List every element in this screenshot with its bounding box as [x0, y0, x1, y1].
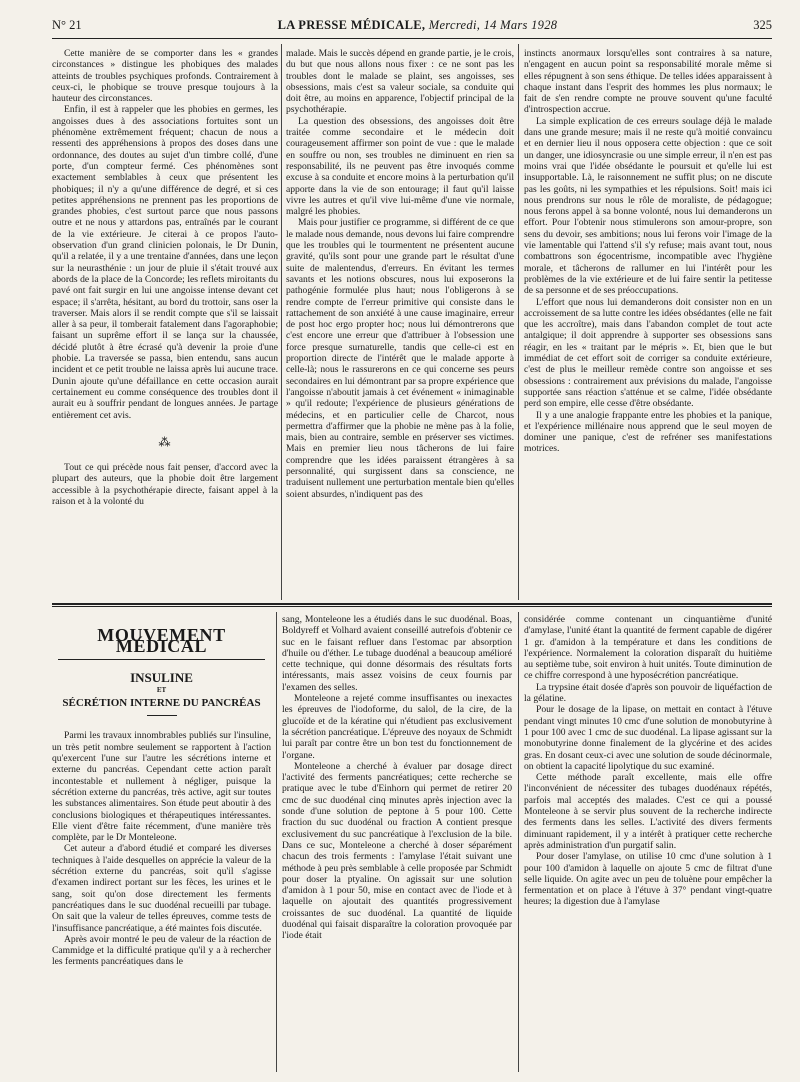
paragraph: Cette méthode paraît excellente, mais elle offre l'inconvénient de nécessiter des tubages duodénaux répétés, parfois mal acceptés des malades. C'est ce qui a poussé Monteleone à se servir plus souvent de la recherche indirecte des ferments dans les selles. L'activité des divers ferments diminuant rapidement, il y a intérêt à pratiquer cette recherche après administration d'un purgatif salin. [524, 772, 772, 851]
journal-title [278, 18, 558, 33]
paragraph: Enfin, il est à rappeler que les phobies en germes, les angoisses dues à des associations fortuites sont un phénomène extrêmement fréquent; chacun de nous a ressenti des appréhensions à propos des doses dans une ordonnance, des doutes au sujet d'un timbre collé, d'une porte, d'un compteur fermé. Ces phénomènes sont exactement semblables à ceux que présentent les phobiques; il n'y a qu'une différence de degré, et si ces petites appréhensions ne prennent pas les proportions de grandes phobies, c'est surtout parce que nous passons outre et ne nous y attardons pas, entraînés par le courant de la vie extérieure. Je citerai à ce propos l'auto-observation d'un grand clinicien polonais, le Dr Dunin, qu'il a relatée, il y a une trentaine d'années, dans une leçon sur la neurasthénie : un jour de pluie il s'était trouvé aux abords de la place de la Concorde; les reflets miroitants du pavé ont fait surgir en lui une angoisse intense devant cet espace; il s'arrêta, hésitant, au bord du trottoir, sans oser la traverser. Mais alors il se rendit compte que s'il se laissait aller à sa peur, il tomberait fatalement dans l'agoraphobie; faisant un suprême effort il se lança sur la chaussée, décidé plutôt à être écrasé qu'à devenir la proie d'une phobie. La traversée se passa, bien entendu, sans aucun incident et ce petit trouble ne laissa après lui aucune trace. Dunin ajoute qu'une défaillance en cette occasion aurait certainement eu comme conséquence des troubles dont il aurait eu à souffrir pendant de longues années. Je partage entièrement cet avis. [52, 104, 278, 421]
title-rule [58, 659, 265, 660]
paragraph: malade. Mais le succès dépend en grande partie, je le crois, du but que nous allons nous fixer : ce ne sont pas les troubles dont le malade se plaint, ses angoisses, ses obsessions, mais c'est sa valeur sociale, sa conduite qui doit être, au moins en apparence, l'objectif principal de la psychothérapie. [286, 48, 514, 116]
bottom-column-2 [282, 614, 512, 1076]
paragraph: Après avoir montré le peu de valeur de la réaction de Cammidge et la difficulté pratique qu'il y a à rechercher les ferments pancréatiques dans le [52, 933, 271, 968]
paragraph: Pour doser l'amylase, on utilise 10 cmc d'une solution à 1 pour 100 d'amidon à laquelle on ajoute 5 cmc de filtrat d'une selle liquide. On agite avec un peu de toluène pour empêcher la fermentation et on place à l'étuve à 37° pendant vingt-quatre heures; la digestion due à l'amylase [524, 851, 772, 908]
paragraph: La question des obsessions, des angoisses doit être traitée comme secondaire et le médecin doit courageusement affirmer son point de vue : que le malade en souffre ou non, ses troubles ne diminuent en rien sa responsabilité, ils ne peuvent pas être invoqués comme excuse à sa conduite et encore moins à la perturbation qu'il apporte dans la vie de son entourage; il faut qu'il laisse vivre les autres et qu'il vive lui-même d'une vie normale, malgré les phobies. [286, 115, 514, 218]
paragraph: La trypsine était dosée d'après son pouvoir de liquéfaction de la gélatine. [524, 681, 772, 705]
paragraph: sang, Monteleone les a étudiés dans le suc duodénal. Boas, Boldyreff et Volhard avaient conseillé autrefois d'obtenir ce suc en le faisant refluer dans l'estomac par absorption d'huile ou d'éther. Le tubage duodénal a beaucoup amélioré cette technique, qui donne désormais des résultats forts intéressants, mais assez voisins de ceux fournis par l'examen des selles. [282, 614, 512, 693]
paragraph: La simple explication de ces erreurs soulage déjà le malade dans une grande mesure; mais il ne reste qu'à moitié convaincu et en dernier lieu il nous opposera cette objection : que ce soit un danger, une idiosyncrasie ou une simple erreur, il n'en est pas moins vrai que l'idée obsédante le poursuit et qu'elle lui est insupportable. Là, le raisonnement ne suffit plus; on ne discute pas les goûts, ni les sympathies et les répulsions. Soit! mais ici nous prendrons sur nous le rôle de moraliste, de pédagogue; nous ferons appel à sa bonne volonté, nous lui demanderons un effort. Pour l'obtenir nous stimulerons son amour-propre, son sens du devoir, ses ambitions; nous lui ferons voir l'image de la vie lamentable qui l'attend s'il s'y refuse; mais avant tout, nous combattrons son égocentrisme, incompatible avec l'hygiène morale, et tâcherons de rallumer en lui l'intérêt pour les problèmes de la vie extérieure et de lui faire sentir la petitesse de sa personne et de ses préoccupations. [524, 115, 772, 297]
top-column-2 [286, 48, 514, 596]
section-title: MOUVEMENT MÉDICAL [97, 625, 226, 657]
journal-name: LA PRESSE MÉDICALE, [277, 18, 426, 32]
article-title: INSULINE [130, 669, 193, 685]
paragraph: L'effort que nous lui demanderons doit consister non en un accroissement de sa lutte contre les idées obsédantes (elle ne fait que les accroître), mais dans l'abandon complet de tout acte antalgique; il doit apprendre à supporter ses obsessions sans réagir, en les « traitant par le mépris ». Et, bien que le but immédiat de cet effort soit de corriger sa conduite extérieure, c'est de plus le meilleur remède contre son angoisse et ses obsessions : contrairement aux prévisions du malade, l'angoisse supportée sans réaction s'atténue et se calme, l'idée obsédante perd son empire, elle cesse d'être obsédante. [524, 296, 772, 410]
paragraph: Cette manière de se comporter dans les « grandes circonstances » distingue les phobiques des malades atteints de troubles psychiques profonds. Contrairement à ceux-ci, le phobique se trouve presque toujours à la hauteur des circonstances. [52, 48, 278, 105]
bottom-column-3 [524, 614, 772, 1076]
paragraph: Monteleone a cherché à évaluer par dosage direct l'activité des ferments pancréatiques; cette recherche se pratique avec le tube d'Einhorn qui permet de retirer 20 cmc de suc duodénal cinq minutes après injection avec la sonde d'une solution de peptone à 5 pour 100. Cette fraction du suc duodénal ou fraction A contient presque exclusivement du suc pancréatique à l'exclusion de la bile. Dans ce suc, Monteleone a cherché à doser séparément chacun des trois ferments : l'amylase l'était suivant une méthode à peu près semblable à celle proposée par Schmidt pour doser la ptyaline. On agissait sur une solution d'amidon à 1 pour 50, mise en contact avec de l'iode et à laquelle on ajoutait des quantités progressivement croissantes de suc duodénal. La quantité de liquide duodénal qui faisait disparaître la coloration provoquée par l'iode était [282, 760, 512, 942]
page-number: 325 [753, 18, 772, 32]
section-rule-thin [52, 606, 772, 607]
column-divider [518, 44, 519, 600]
article-subtitle: SÉCRÉTION INTERNE DU PANCRÉAS [62, 697, 261, 710]
paragraph: instincts anormaux lorsqu'elles sont contraires à sa nature, n'engagent en aucun point sa responsabilité morale même si elles répugnent à son sens éthique. De telles idées apparaissent à chaque instant dans l'esprit des hommes les plus normaux; le fait de s'en rendre compte ne prouve souvent qu'une faculté d'introspection accrue. [524, 48, 772, 116]
column-divider [281, 44, 282, 600]
issue-number: N° 21 [52, 18, 82, 32]
column-divider [518, 612, 519, 1072]
column-divider [276, 612, 277, 1072]
header-rule [52, 38, 772, 39]
section-rule [52, 603, 772, 605]
paragraph: Cet auteur a d'abord étudié et comparé les diverses techniques à l'aide desquelles on apprécie la valeur de la sécrétion externe du pancréas, soit qu'il s'agisse d'examen indirect portant sur les fèces, les urines et le sang, soit qu'on dose directement les ferments pancréatiques dans le suc duodénal recueilli par tubage. On sait que la valeur de telles épreuves, comme tests de l'insuffisance pancréatique, a été maintes fois discutée. [52, 843, 271, 934]
page-header [52, 18, 772, 38]
paragraph: Tout ce qui précède nous fait penser, d'accord avec la plupart des auteurs, que la phobie doit être largement accessible à la psychothérapie directe, faisant appel à la raison et à la volonté du [52, 462, 278, 507]
issue-date: Mercredi, 14 Mars 1928 [428, 18, 558, 32]
paragraph: Parmi les travaux innombrables publiés sur l'insuline, un très petit nombre seulement se rapportent à l'action qu'exercent l'une sur l'autre les sécrétions interne et externe du pancréas. Cependant cette action paraît incontestable et nullement à négliger, puisque la sécrétion externe du pancréas, très active, agit sur toutes les substances alimentaires. Son étude peut aboutir à des conclusions biologiques et thérapeutiques intéressantes. Elle vient d'être faite récemment, d'une manière très complète, par le Dr Monteleone. [52, 730, 271, 844]
title-underline [147, 715, 177, 716]
paragraph: Monteleone a rejeté comme insuffisantes ou inexactes les épreuves de l'iodoforme, du salol, de la cire, de la glucoïde et de la kératine qui n'étudient pas exclusivement la sécrétion pancréatique. L'épreuve des noyaux de Schmidt lui paraît par contre être un bon test du fonctionnement de l'organe. [282, 693, 512, 761]
paragraph: Mais pour justifier ce programme, si différent de ce que le malade nous demande, nous devons lui faire comprendre que les troubles qui le tourmentent ne présentent aucune gravité, qu'ils sont pour une grande part le résultat d'une suite de malentendus, d'erreurs. En évitant les termes savants et les notions obscures, nous lui exposerons la pathogénie formulée plus haut; nous l'obligerons à se rendre compte de l'erreur primitive qui consiste dans le rattachement de son anxiété à une cause imaginaire, erreur de post hoc ergo propter hoc; nous lui démontrerons que c'est encore une erreur que d'attribuer à l'obsession une force presque surnaturelle, tandis que celle-ci est en proportion directe de l'intérêt que le malade apporte à celle-là; nous le rassurerons en ce qui concerne ses peurs secondaires en lui démontrant par sa propre expérience que l'angoisse n'aboutit jamais à cet événement « inimaginable » qu'il redoute; l'expérience de plusieurs générations de médecins, et en particulier celle de Charcot, nous permettra d'affirmer que la phobie ne mène pas à la folie, mais, bien au contraire, semble en préserver ses victimes. Mais en premier lieu nous tâcherons de lui faire comprendre que les idées paraissent étrangères à sa personnalité, qui surgissent dans sa conscience, ne traduisent nullement une perturbation mentale bien qu'elles soient absurdes, n'indiquent pas des [286, 217, 514, 500]
paragraph: considérée comme contenant un cinquantième d'unité d'amylase, l'unité étant la quantité de ferment capable de digérer 1 gr. d'amidon à la température et dans les conditions de l'expérience. Normalement la coloration disparaît du huitième au septième tube, soit environ à huit unités. Toute diminution de ce chiffre correspond à une hyposécrétion pancréatique. [524, 614, 772, 682]
section-asterism: ⁂ [158, 434, 172, 449]
top-column-1 [52, 48, 278, 592]
paragraph: Pour le dosage de la lipase, on mettait en contact à l'étuve pendant vingt minutes 10 cmc d'une solution de monobutyrine à 1 pour 100 avec 1 cmc de suc duodénal. La lipase agissant sur la monobutyrine donne finalement de la glycérine et des acides gras. En dosant ceux-ci avec une solution de soude décinormale, on obtient la capacité lipolytique du suc examiné. [524, 704, 772, 772]
bottom-column-1 [52, 614, 271, 1076]
paragraph: Il y a une analogie frappante entre les phobies et la panique, et l'expérience millénaire nous apprend que le seul moyen de dominer une panique, c'est de refréner ses manifestations motrices. [524, 409, 772, 455]
top-column-3 [524, 48, 772, 596]
article-title-conjunction: ET [156, 685, 167, 694]
